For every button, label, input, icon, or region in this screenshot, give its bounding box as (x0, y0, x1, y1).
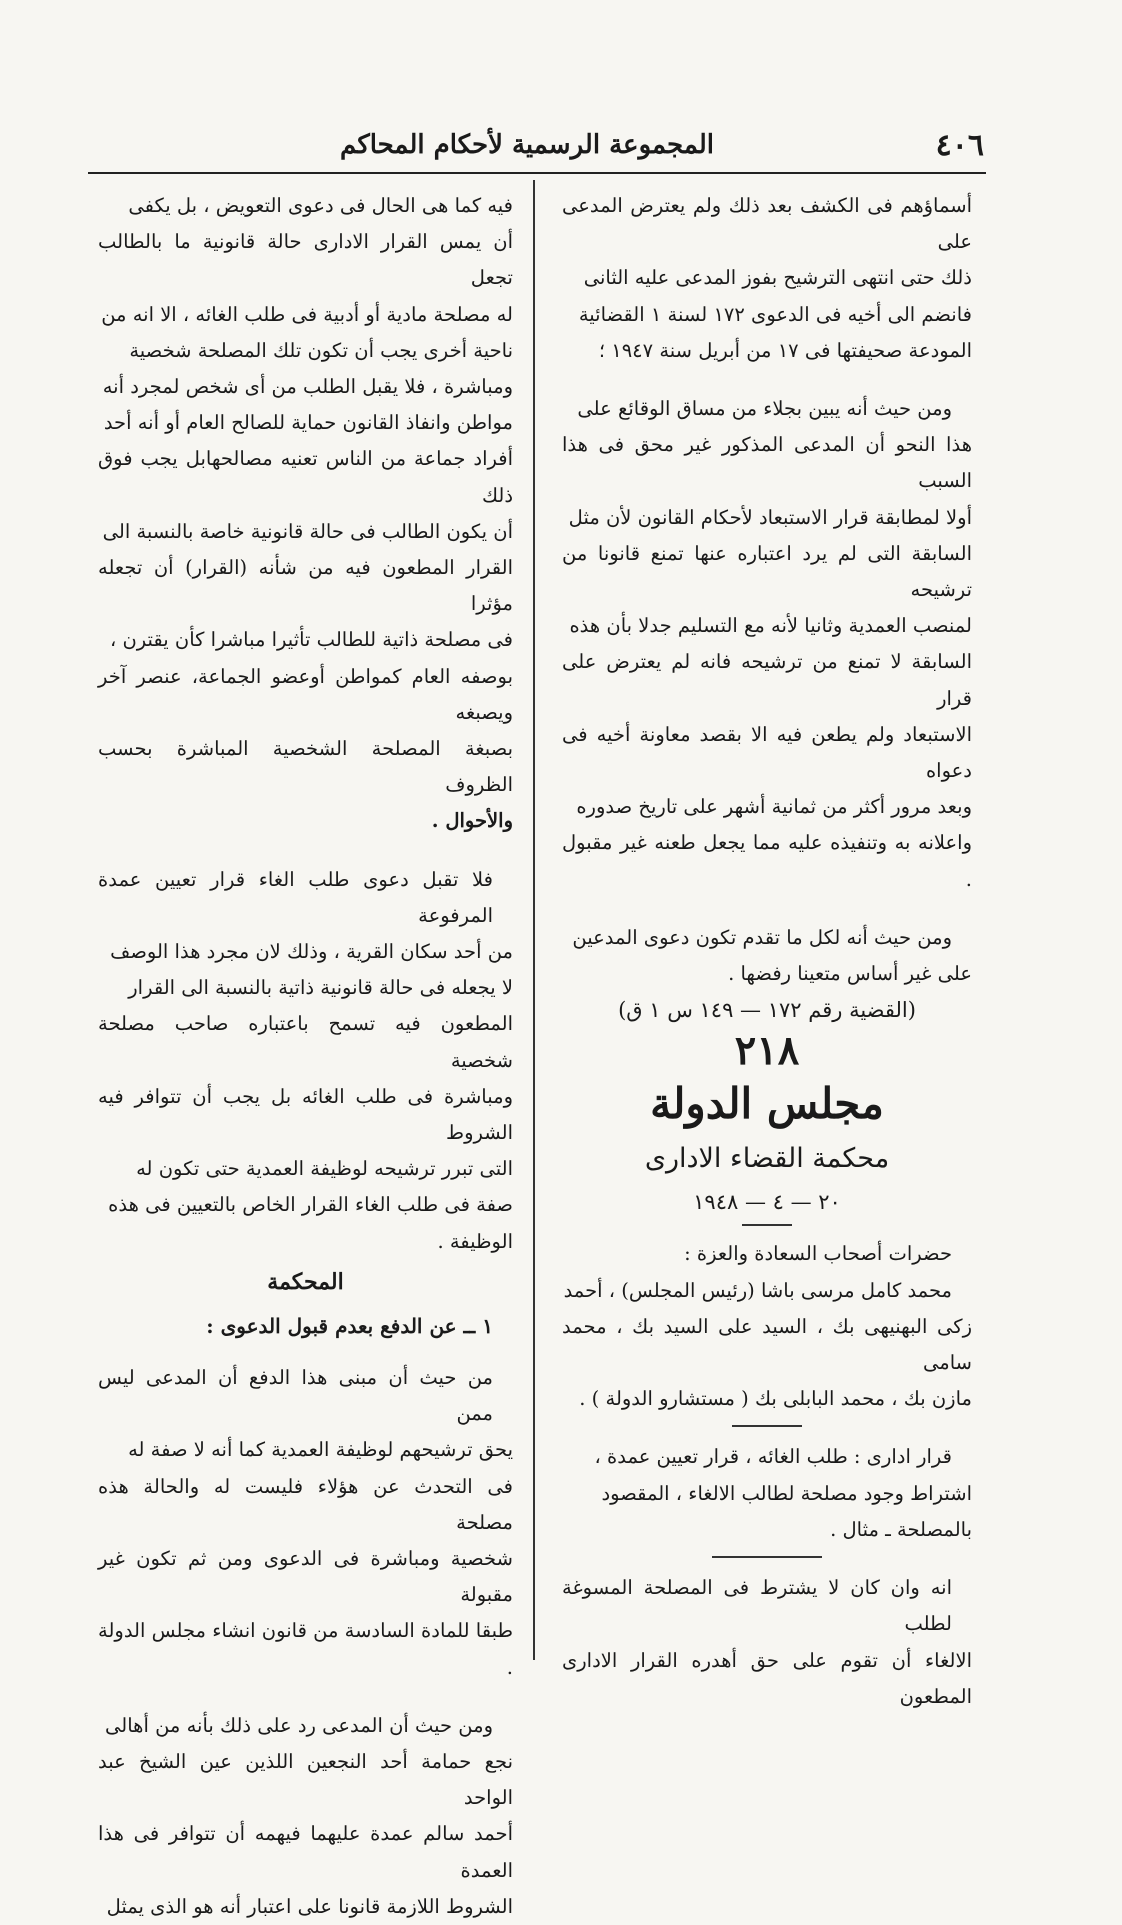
text-line: الوظيفة . (437, 1229, 513, 1253)
text-line: أسماؤهم فى الكشف بعد ذلك ولم يعترض المدعى على (562, 194, 972, 254)
text-line: فلا تقبل دعوى طلب الغاء قرار تعيين عمدة المرفوعة (98, 867, 493, 927)
text-line: أولا لمطابقة قرار الاستبعاد لأحكام القانون لأن مثل (568, 505, 972, 529)
left-column (98, 188, 513, 1925)
right-paragraph-2 (562, 391, 972, 898)
text-line: السابقة لا تمنع من ترشيحه فانه لم يعترض على قرار (562, 650, 972, 710)
text-line: مازن بك ، محمد البابلى بك ( مستشارو الدولة ) . (579, 1387, 972, 1411)
text-line: أحمد سالم عمدة عليهما فيهمه أن تتوافر فى هذا العمدة (98, 1822, 513, 1882)
left-paragraph-3 (98, 1360, 513, 1686)
left-paragraph-2 (98, 862, 513, 1260)
text-line: فى التحدث عن هؤلاء فليست له والحالة هذه مصلحة (98, 1474, 513, 1534)
text-line: فى مصلحة ذاتية للطالب تأثيرا مباشرا كأن يقترن ، (109, 628, 513, 652)
text-line: المطعون فيه تسمح باعتباره صاحب مصلحة شخصية (98, 1012, 513, 1072)
sub-heading: ١ ــ عن الدفع بعدم قبول الدعوى : (206, 1313, 493, 1338)
text-line: الالغاء أن تقوم على حق أهدره القرار الادارى المطعون (562, 1648, 972, 1708)
panel-intro: حضرات أصحاب السعادة والعزة : (684, 1242, 952, 1266)
text-line: واعلانه به وتنفيذه عليه مما يجعل طعنه غير مقبول . (562, 831, 972, 891)
page-header (88, 128, 984, 168)
text-line: القرار المطعون فيه من شأنه (القرار) أن تجعله مؤثرا (98, 556, 513, 616)
text-line: بوصفه العام كمواطن أوعضو الجماعة، عنصر آخر ويصبغه (98, 664, 513, 724)
text-line: فانضم الى أخيه فى الدعوى ١٧٢ لسنة ١ القضائية (578, 302, 972, 326)
text-line: طبقا للمادة السادسة من قانون انشاء مجلس الدولة . (98, 1619, 513, 1679)
text-line: الاستبعاد ولم يطعن فيه الا بقصد معاونة أخيه فى دعواه (562, 722, 972, 783)
right-column (562, 188, 972, 1715)
text-line: نجع حمامة أحد النجعين اللذين عين الشيخ عبد الواحد (98, 1749, 513, 1810)
text-line: لمنصب العمدية وثانيا لأنه مع التسليم جدلا بأن هذه (569, 614, 972, 638)
left-paragraph-4 (98, 1708, 513, 1925)
text-line: له مصلحة مادية أو أدبية فى طلب الغائه ، الا انه من (101, 302, 513, 326)
text-line: المودعة صحيفتها فى ١٧ من أبريل سنة ١٩٤٧ ؛ (598, 338, 972, 362)
keywords-rule (712, 1556, 822, 1558)
text-line: فيه كما هى الحال فى دعوى التعويض ، بل يكفى (128, 194, 513, 217)
text-line: أن يمس القرار الادارى حالة قانونية ما بالطالب تجعل (98, 230, 513, 290)
text-line: ومن حيث أن المدعى رد على ذلك بأنه من أهالى (105, 1713, 493, 1737)
text-line: يحق ترشيحهم لوظيفة العمدية كما أنه لا صفة له (128, 1438, 513, 1462)
text-line: والأحوال . (431, 809, 513, 833)
text-line: الشروط اللازمة قانونا على اعتبار أنه هو الذى يمثل (106, 1894, 513, 1918)
text-line: زكى البهنيهى بك ، السيد على السيد بك ، محمد سامى (562, 1314, 972, 1375)
text-line: اشتراط وجود مصلحة لطالب الالغاء ، المقصود (601, 1481, 972, 1505)
text-line: ومباشرة ، فلا يقبل الطلب من أى شخص لمجرد أنه (102, 375, 513, 399)
text-line: وبعد مرور أكثر من ثمانية أشهر على تاريخ صدوره (576, 795, 972, 819)
panel-members (562, 1273, 972, 1418)
right-paragraph-3 (562, 920, 972, 992)
text-line: مواطن وانفاذ القانون حماية للصالح العام أو أنه أحد (103, 411, 513, 435)
judgment-date: ٢٠ — ٤ — ١٩٤٨ (693, 1190, 841, 1215)
council-title: مجلس الدولة (650, 1079, 884, 1129)
date-rule (742, 1224, 792, 1226)
keywords (562, 1439, 972, 1548)
text-line: من أحد سكان القرية ، وذلك لان مجرد هذا الوصف (110, 940, 513, 964)
court-heading: المحكمة (267, 1268, 344, 1295)
text-line: بصبغة المصلحة الشخصية المباشرة بحسب الظروف (98, 737, 513, 797)
header-rule (88, 172, 986, 174)
text-line: على غير أساس متعينا رفضها . (728, 962, 972, 986)
text-line: ومباشرة فى طلب الغائه بل يجب أن تتوافر فيه الشروط (98, 1084, 513, 1145)
text-line: أفراد جماعة من الناس تعنيه مصالحهابل يجب فوق ذلك (98, 447, 513, 507)
text-line: بالمصلحة ـ مثال . (830, 1517, 972, 1541)
text-line: شخصية ومباشرة فى الدعوى ومن ثم تكون غير مقبولة (98, 1546, 513, 1607)
text-line: من حيث أن مبنى هذا الدفع أن المدعى ليس ممن (98, 1365, 493, 1426)
principle (562, 1570, 972, 1715)
text-line: صفة فى طلب الغاء القرار الخاص بالتعيين فى هذه (108, 1193, 513, 1217)
text-line: هذا النحو أن المدعى المذكور غير محق فى هذا السبب (562, 433, 972, 493)
text-line: التى تبرر ترشيحه لوظيفة العمدية حتى تكون له (136, 1157, 513, 1181)
text-line: السابقة التى لم يرد اعتباره عنها تمنع قانونا من ترشيحه (562, 541, 972, 602)
text-line: ذلك حتى انتهى الترشيح بفوز المدعى عليه الثانى (583, 266, 972, 290)
text-line: ناحية أخرى يجب أن تكون تلك المصلحة شخصية (129, 338, 513, 362)
text-line: لا يجعله فى حالة قانونية ذاتية بالنسبة الى القرار (128, 976, 513, 1000)
court-title: محكمة القضاء الادارى (644, 1143, 890, 1175)
text-line: ومن حيث أنه لكل ما تقدم تكون دعوى المدعين (572, 925, 952, 949)
page-number: ٤٠٦ (935, 128, 984, 163)
column-divider (533, 180, 535, 1660)
text-line: محمد كامل مرسى باشا (رئيس المجلس) ، أحمد (563, 1278, 952, 1302)
text-line: أن يكون الطالب فى حالة قانونية خاصة بالنسبة الى (102, 519, 513, 543)
journal-title: المجموعة الرسمية لأحكام المحاكم (340, 130, 714, 160)
text-line: انه وان كان لا يشترط فى المصلحة المسوغة لطلب (562, 1576, 952, 1636)
case-number: ٢١٨ (734, 1027, 800, 1075)
panel-rule (732, 1425, 802, 1427)
text-line: ومن حيث أنه يبين بجلاء من مساق الوقائع على (577, 397, 952, 421)
text-line: قرار ادارى : طلب الغائه ، قرار تعيين عمدة ، (594, 1445, 952, 1469)
right-paragraph-1 (562, 188, 972, 369)
left-paragraph-1 (98, 188, 513, 840)
case-reference: (القضية رقم ١٧٢ — ١٤٩ س ١ ق) (618, 998, 916, 1023)
